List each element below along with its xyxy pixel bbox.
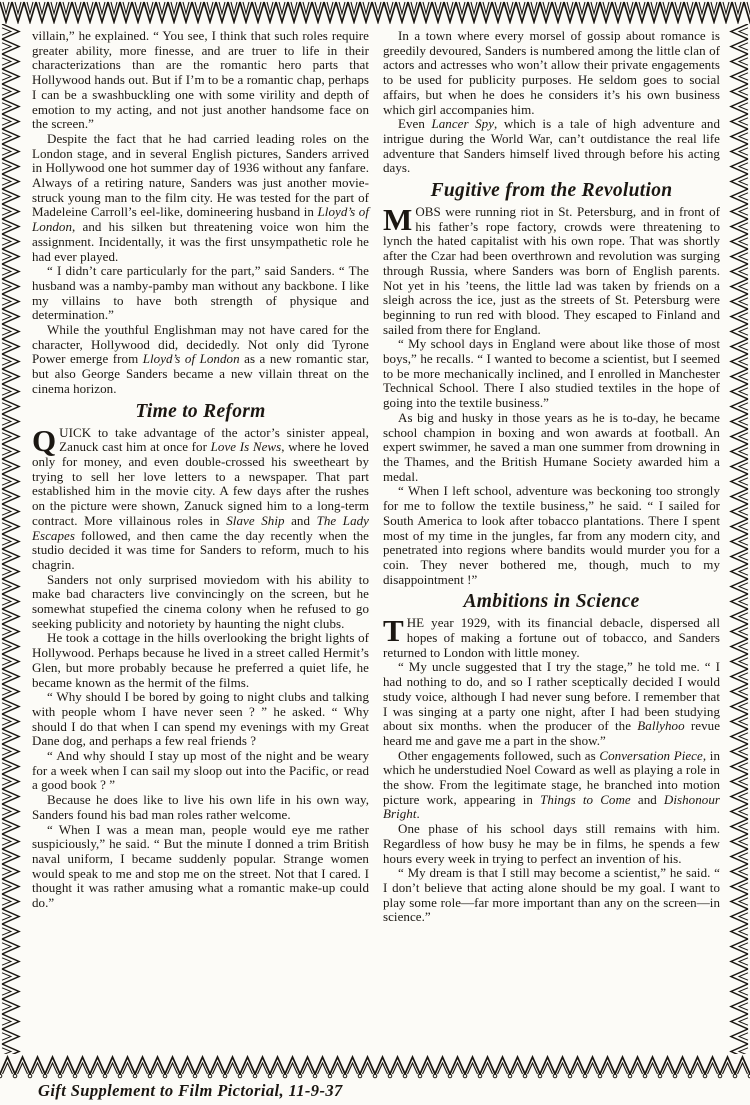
paragraph — [32, 749, 369, 793]
drop-cap: T — [383, 613, 404, 649]
drop-cap: Q — [32, 422, 57, 458]
body-text: villain,” he explained. “ You see, I think that such roles require greater ability, more finesse, and are truer to life in their characterizations than are the romantic hero parts that Hollywood hands out. But if I’m to be a romantic chap, perhaps I can be a swashbuckling one with some virility and depth of emotion to my acting, and not just another handsome face on the screen.” — [32, 28, 369, 132]
body-text: and — [630, 791, 664, 807]
paragraph — [32, 823, 369, 911]
paragraph — [383, 29, 720, 117]
paragraph — [32, 264, 369, 323]
body-text: In a town where every morsel of gossip about romance is greedily devoured, Sanders is numbered among the little clan of actors and actresses who won’t allow their private engagements to be used for publicity purposes. He seldom goes to social affairs, but when he does he considers it’s his own business which girl accompanies him. — [383, 28, 720, 117]
film-title: Conversation Piece — [599, 747, 703, 763]
paragraph — [32, 573, 369, 632]
paragraph — [383, 337, 720, 411]
section-heading: Time to Reform — [135, 400, 266, 422]
right-column — [383, 29, 720, 1054]
film-title: Dishonour Bright — [383, 791, 720, 822]
film-title: Lloyd’s of London — [142, 351, 240, 367]
body-text: “ When I left school, adventure was beckoning too strongly for me to follow the textile business,” he said. “ I sailed for South America to look after tobacco plantations. There I spent most of my time in the jungles, far from any modern city, and penetrated into regions where bandits would murder you for a coin. They never bothered me, though, much to my disappointment !” — [383, 483, 720, 587]
body-text: revue heard me and gave me a part in the show.” — [383, 718, 721, 748]
body-text: Because he does like to live his own life in his own way, Sanders found his bad man roles rather welcome. — [32, 792, 369, 822]
footer-caption: Gift Supplement to Film Pictorial, 11-9-37 — [38, 1081, 343, 1100]
paragraph — [383, 749, 720, 823]
film-title: Love Is News — [210, 439, 282, 455]
film-title: Things to Come — [540, 791, 631, 807]
zigzag-border-bottom — [0, 1054, 750, 1080]
film-title: Lloyd’s of London — [32, 204, 369, 235]
film-title: Slave Ship — [226, 512, 285, 528]
body-text: “ I didn’t care particularly for the part,” said Sanders. “ The husband was a namby-pamby man without any backbone. I like my villains to have both strength of physique and determination.” — [32, 263, 369, 323]
paragraph — [383, 613, 720, 660]
body-text: “ My school days in England were about like those of most boys,” he recalls. “ I wanted to become a scientist, but I seemed to be more mechanically inclined, and I enrolled in Manchester Technical School. There I also studied textiles in the hope of going into the textile business.” — [383, 336, 720, 411]
body-text: Other engagements followed, such as — [398, 747, 600, 763]
body-text: , where he loved only for money, and even double-crossed his sweetheart by trying to sell her love letters to a newspaper. That part established him in the movie city. A few days after the rushes on the picture were shown, Zanuck signed him to a long-term contract. More villainous roles in — [32, 439, 369, 528]
body-text: followed, and then came the day recently when the studio decided it was time for Sanders to reform, much to his chagrin. — [32, 527, 369, 572]
article-body — [22, 24, 728, 1054]
body-text: . — [416, 806, 420, 822]
zigzag-border-left — [0, 24, 22, 1054]
zigzag-border-right — [728, 24, 750, 1054]
paragraph — [32, 29, 369, 132]
paragraph — [383, 866, 720, 925]
left-column — [32, 29, 369, 1054]
drop-cap: M — [383, 202, 413, 238]
body-text: , which is a tale of high adventure and intrigue during the World War, can’t outdistance the real life adventure that Sanders himself lived through before his acting days. — [383, 116, 720, 176]
paragraph — [383, 202, 720, 337]
body-text: as a new romantic star, but also George Sanders became a new villain threat on the cinema horizon. — [32, 351, 369, 396]
film-title: The Lady Escapes — [32, 512, 369, 543]
paragraph — [32, 690, 369, 749]
body-text: , and his silken but threatening voice won him the assignment. Incidentally, it was the first unsympathetic role he had ever played. — [32, 219, 369, 264]
paragraph — [32, 132, 369, 264]
body-text: He took a cottage in the hills overlooking the bright lights of Hollywood. Perhaps because he lived in a street called Hermit’s Glen, but more probably because he preferred a quiet life, he became known as the hermit of the films. — [32, 630, 369, 690]
section-heading: Fugitive from the Revolution — [430, 180, 673, 202]
body-text: As big and husky in those years as he is to-day, he became school champion in boxing and won awards at football. An expert swimmer, he saved a man one summer from drowning in the Thames, and the British Humane Society awarded him a medal. — [383, 409, 720, 484]
body-text: HE year 1929, with its financial debacle, dispersed all hopes of making a fortune out of tobacco, and Sanders returned to London with little money. — [383, 615, 720, 660]
paragraph — [383, 822, 720, 866]
body-text: One phase of his school days still remains with him. Regardless of how busy he may be in films, he spends a few hours every week in trying to perfect an invention of his. — [383, 821, 720, 866]
body-text: “ Why should I be bored by going to night clubs and talking with people whom I have never seen ? ” he asked. “ Why should I do that when I can spend my evenings with my Great Dane dog, and perhaps a few real friends ? — [32, 689, 369, 749]
paragraph — [32, 422, 369, 573]
body-text: Even — [398, 116, 432, 132]
paragraph — [32, 323, 369, 397]
body-text: “ And why should I stay up most of the night and be weary for a week when I can sail my sloop out into the Pacific, or read a good book ? ” — [32, 748, 369, 793]
film-title: Lancer Spy — [431, 116, 495, 132]
section-heading: Ambitions in Science — [463, 591, 640, 613]
body-text: “ My uncle suggested that I try the stage,” he told me. “ I had nothing to do, and so I rather sceptically decided I would study voice, although I had never sung before. I remember that I was singing at a party one night, after I had been studying about six months. when the producer of the — [383, 659, 720, 734]
body-text: Despite the fact that he had carried leading roles on the London stage, and in several English pictures, Sanders arrived in Hollywood one hot summer day of 1936 without any fanfare. Always of a retiring nature, Sanders was just another movie-struck young man to the film city. He was tested for the part of Madeleine Carroll’s eel-like, domineering husband in — [32, 130, 369, 220]
body-text: UICK to take advantage of the actor’s sinister appeal, Zanuck cast him at once for — [59, 424, 369, 455]
body-text: While the youthful Englishman may not have cared for the character, Hollywood did, decidedly. Not only did Tyrone Power emerge from — [32, 322, 369, 367]
body-text: , in which he understudied Noel Coward as well as playing a role in the show. From the legitimate stage, he branched into motion picture work, appearing in — [383, 747, 720, 807]
body-text: “ When I was a mean man, people would eye me rather suspiciously,” he said. “ But the minute I donned a trim British naval uniform, I became suddenly popular. Strange women would speak to me and stop me on the street. Not that I cared. I thought it was rather amusing what a romantic make-up could do.” — [32, 821, 369, 911]
body-text: Sanders not only surprised moviedom with his ability to make bad characters live convincingly on the screen, but he somewhat stupefied the cinema colony when he refused to go seeking publicity and notoriety by haunting the night clubs. — [32, 571, 369, 631]
paragraph — [383, 411, 720, 485]
paragraph — [32, 793, 369, 822]
zigzag-border-top — [0, 0, 750, 24]
body-text: and — [284, 512, 317, 528]
paragraph — [383, 484, 720, 587]
film-title: Ballyhoo — [637, 718, 685, 734]
body-text: OBS were running riot in St. Petersburg, and in front of his father’s rope factory, crowds were threatening to lynch the hated capitalist with his own rope. That was shortly after the Czar had been overthrown and revolution was surging through Russia, where Sanders was born of English parents. Not yet in his ’teens, the little lad was taken by friends on a sleigh across the ice, just as the streets of St. Petersburg were beginning to run red with blood. They escaped to Finland and sailed from there for England. — [383, 204, 720, 337]
body-text: “ My dream is that I still may become a scientist,” he said. “ I don’t believe that acting alone should be my goal. I want to play some role—far more important than any on the screen—in science.” — [383, 865, 720, 925]
paragraph — [32, 631, 369, 690]
paragraph — [383, 660, 720, 748]
paragraph — [383, 117, 720, 176]
